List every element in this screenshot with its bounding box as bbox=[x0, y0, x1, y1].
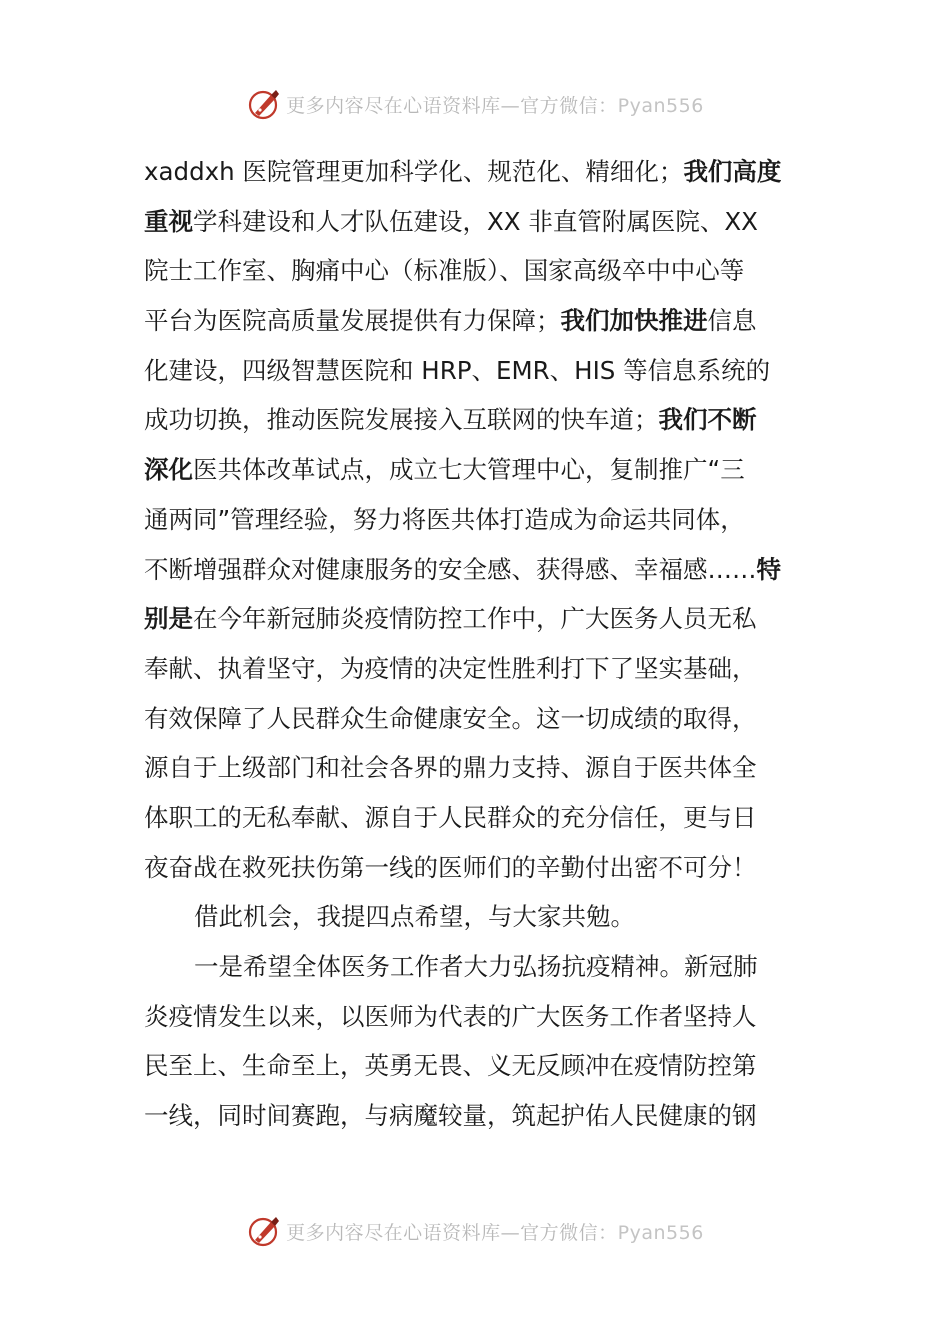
body-text: 在今年新冠肺炎疫情防控工作中，广大医务人员无私 bbox=[193, 604, 757, 634]
bold-text: 我们高度 bbox=[683, 157, 782, 186]
watermark-text: 更多内容尽在心语资料库—官方微信：Pyan556 bbox=[286, 1221, 704, 1244]
watermark-wechat-id: Pyan556 bbox=[617, 94, 704, 117]
body-text: 平台为医院高质量发展提供有力保障； bbox=[144, 306, 561, 336]
watermark-text: 更多内容尽在心语资料库—官方微信：Pyan556 bbox=[286, 94, 704, 117]
text-line bbox=[144, 445, 834, 495]
bold-text: 我们不断 bbox=[658, 405, 757, 435]
body-text: 有效保障了人民群众生命健康安全。这一切成绩的取得， bbox=[144, 703, 757, 733]
text-line bbox=[144, 495, 834, 545]
text-line bbox=[144, 346, 834, 396]
text-line bbox=[144, 942, 834, 992]
bold-text: 深化 bbox=[144, 455, 193, 485]
body-text: 院士工作室、胸痛中心（标准版）、国家高级卒中中心等 bbox=[144, 256, 745, 286]
text-line bbox=[144, 892, 834, 942]
text-line bbox=[144, 1091, 834, 1141]
text-line bbox=[144, 1041, 834, 1091]
body-text: 源自于上级部门和社会各界的鼎力支持、源自于医共体全 bbox=[144, 753, 757, 783]
body-text: 一线，同时间赛跑，与病魔较量，筑起护佑人民健康的钢 bbox=[144, 1101, 757, 1131]
body-text: xaddxh 医院管理更加科学化、规范化、精细化； bbox=[144, 157, 684, 186]
bold-text: 别是 bbox=[144, 604, 193, 634]
text-line bbox=[144, 296, 834, 346]
body-text: 成功切换，推动医院发展接入互联网的快车道； bbox=[144, 405, 659, 435]
text-line bbox=[144, 594, 834, 644]
text-line bbox=[144, 246, 834, 296]
text-line bbox=[144, 197, 834, 247]
text-line bbox=[144, 992, 834, 1042]
body-text: 医共体改革试点，成立七大管理中心，复制推广“三 bbox=[193, 455, 745, 485]
bold-text: 特 bbox=[756, 554, 781, 584]
text-line bbox=[144, 843, 834, 893]
text-line bbox=[144, 793, 834, 843]
body-text: 借此机会，我提四点希望，与大家共勉。 bbox=[194, 902, 635, 932]
body-text: 体职工的无私奉献、源自于人民群众的充分信任，更与日 bbox=[144, 802, 757, 832]
body-text: 夜奋战在救死扶伤第一线的医师们的辛勤付出密不可分！ bbox=[144, 852, 757, 882]
footer-watermark bbox=[0, 1211, 950, 1251]
header-watermark bbox=[0, 84, 950, 124]
text-line bbox=[144, 147, 834, 197]
body-text: 一是希望全体医务工作者大力弘扬抗疫精神。新冠肺 bbox=[194, 952, 758, 981]
body-text: 不断增强群众对健康服务的安全感、获得感、幸福感…… bbox=[144, 554, 757, 584]
bold-text: 重视 bbox=[144, 206, 193, 236]
bold-text: 我们加快推进 bbox=[560, 306, 708, 336]
body-text: 民至上、生命至上，英勇无畏、义无反顾冲在疫情防控第 bbox=[144, 1051, 757, 1081]
text-line bbox=[144, 545, 834, 595]
text-line bbox=[144, 644, 834, 694]
text-line bbox=[144, 395, 834, 445]
text-line bbox=[144, 694, 834, 744]
text-line bbox=[144, 743, 834, 793]
pen-nib-logo-icon bbox=[246, 1213, 282, 1249]
body-text: 炎疫情发生以来，以医师为代表的广大医务工作者坚持人 bbox=[144, 1001, 757, 1031]
body-text: 学科建设和人才队伍建设，XX 非直管附属医院、XX bbox=[193, 206, 758, 236]
body-text: 化建设，四级智慧医院和 HRP、EMR、HIS 等信息系统的 bbox=[144, 355, 771, 385]
watermark-wechat-id: Pyan556 bbox=[617, 1221, 704, 1244]
document-body bbox=[144, 147, 834, 1141]
pen-nib-logo-icon bbox=[246, 86, 282, 122]
body-text: 通两同”管理经验，努力将医共体打造成为命运共同体， bbox=[144, 504, 745, 534]
body-text: 信息 bbox=[707, 306, 757, 336]
body-text: 奉献、执着坚守，为疫情的决定性胜利打下了坚实基础， bbox=[144, 653, 757, 683]
